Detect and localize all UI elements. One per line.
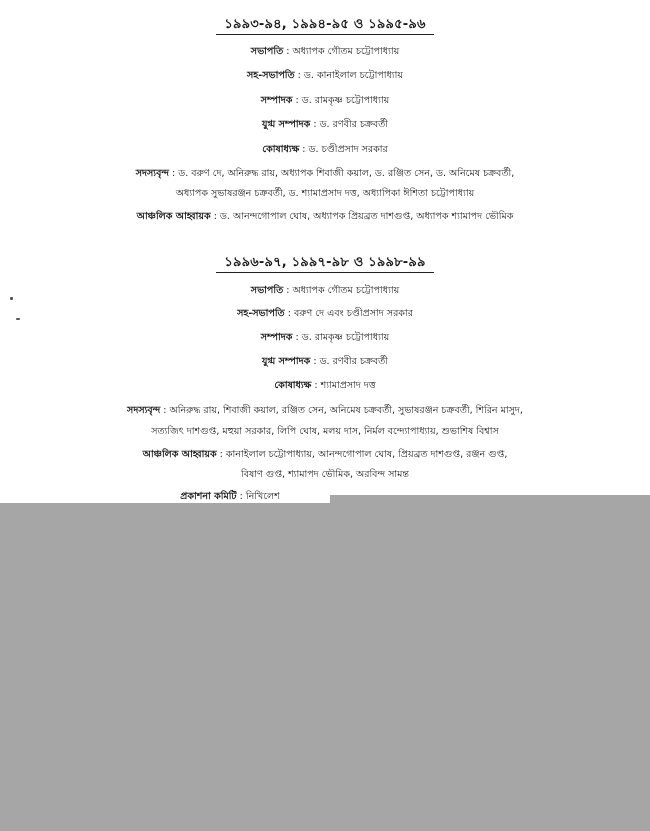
scan-speck: [10, 297, 13, 300]
section2-heading-underline: [216, 272, 434, 273]
member-text: ড. রণবীর চক্রবর্তী: [319, 119, 389, 130]
section1-heading: ১৯৯৩-৯৪, ১৯৯৪-৯৫ ও ১৯৯৫-৯৬: [224, 17, 426, 32]
separator: :: [236, 491, 246, 502]
member-text: সত্যজিৎ দাশগুপ্ত, মহুয়া সরকার, লিপি ঘোষ, মলয় দাস, নির্মল বন্দ্যোপাধ্যায়, শুভাশিষ বিশ্বাস: [151, 426, 499, 437]
role-label: সদস্যবৃন্দ: [135, 168, 169, 179]
separator: :: [168, 168, 179, 179]
separator: :: [284, 308, 294, 319]
separator: :: [310, 119, 320, 130]
role-label: যুগ্ম সম্পাদক: [261, 356, 311, 367]
role-label: সম্পাদক: [260, 95, 293, 106]
committee-line: [40, 448, 610, 462]
separator: :: [216, 449, 226, 460]
role-label: সভাপতি: [250, 46, 284, 57]
member-text: অনিরুদ্ধ রায়, শিবাজী কয়াল, রঞ্জিত সেন, অনিমেষ চক্রবর্তী, সুভাষরঞ্জন চক্রবর্তী, শিরিন মাসুদ,: [169, 405, 523, 416]
committee-line: [40, 468, 610, 482]
committee-line: [40, 187, 610, 201]
gray-overlay: [0, 503, 650, 831]
role-label: সম্পাদক: [260, 332, 293, 343]
separator: :: [283, 285, 293, 296]
member-text: ড. রামকৃষ্ণ চট্টোপাধ্যায়: [301, 95, 390, 106]
role-label: আঞ্চলিক আহ্বায়ক: [142, 449, 217, 460]
committee-line: [40, 143, 610, 157]
committee-line: [40, 210, 610, 224]
committee-line: [40, 425, 610, 439]
scan-speck: [16, 318, 20, 320]
separator: :: [310, 356, 320, 367]
member-text: নিখিলেশ: [245, 491, 280, 502]
committee-line: [40, 45, 610, 59]
separator: :: [210, 211, 220, 222]
committee-line: [40, 355, 610, 369]
role-label: সহ-সভাপতি: [247, 70, 295, 81]
member-text: ড. আনন্দগোপাল ঘোষ, অধ্যাপক প্রিয়ব্রত দাশগুপ্ত, অধ্যাপক শ্যামাপদ ভৌমিক: [219, 211, 514, 222]
committee-line: [40, 69, 610, 83]
member-text: ড. রামকৃষ্ণ চট্টোপাধ্যায়: [301, 332, 390, 343]
committee-line: [40, 94, 610, 108]
member-text: অধ্যাপক গৌতম চট্টোপাধ্যায়: [292, 46, 400, 57]
separator: :: [292, 95, 302, 106]
committee-line: [40, 284, 610, 298]
separator: :: [299, 144, 309, 155]
separator: :: [292, 332, 302, 343]
separator: :: [160, 405, 170, 416]
section1-heading-underline: [216, 34, 434, 35]
member-text: অধ্যাপক সুভাষরঞ্জন চক্রবর্তী, ড. শ্যামাপ্রসাদ দত্ত, অধ্যাপিকা ঈশিতা চট্টোপাধ্যায়: [175, 188, 475, 199]
committee-line: [40, 379, 610, 393]
member-text: অধ্যাপক গৌতম চট্টোপাধ্যায়: [292, 285, 400, 296]
committee-line: [40, 404, 610, 418]
role-label: আঞ্চলিক আহ্বায়ক: [136, 211, 211, 222]
role-label: প্রকাশনা কমিটি: [180, 491, 237, 502]
member-text: ড. রণবীর চক্রবর্তী: [319, 356, 389, 367]
member-text: ড. বরুণ দে, অনিরুদ্ধ রায়, অধ্যাপক শিবাজী কয়াল, ড. রঞ্জিত সেন, ড. অনিমেষ চক্রবর্তী,: [178, 168, 515, 179]
role-label: সভাপতি: [250, 285, 284, 296]
role-label: কোষাধ্যক্ষ: [274, 380, 312, 391]
role-label: সদস্যবৃন্দ: [127, 405, 161, 416]
separator: :: [311, 380, 321, 391]
member-text: শ্যামাপ্রসাদ দত্ত: [320, 380, 376, 391]
section2-heading: ১৯৯৬-৯৭, ১৯৯৭-৯৮ ও ১৯৯৮-৯৯: [224, 255, 426, 270]
member-text: বিষাণ গুপ্ত, শ্যামাপদ ভৌমিক, অরবিন্দ সামন্ত: [241, 469, 409, 480]
committee-line: [40, 167, 610, 181]
member-text: ড. চণ্ডীপ্রসাদ সরকার: [308, 144, 388, 155]
committee-line: [40, 331, 610, 345]
separator: :: [283, 46, 293, 57]
member-text: কানাইলাল চট্টোপাধ্যায়, আনন্দগোপাল ঘোষ, প্রিয়ব্রত দাশগুপ্ত, রঞ্জন গুপ্ত,: [225, 449, 508, 460]
committee-line: [40, 307, 610, 321]
role-label: কোষাধ্যক্ষ: [262, 144, 300, 155]
member-text: বরুণ দে এবং চণ্ডীপ্রসাদ সরকার: [293, 308, 413, 319]
committee-line: [40, 118, 610, 132]
role-label: যুগ্ম সম্পাদক: [261, 119, 311, 130]
separator: :: [294, 70, 304, 81]
role-label: সহ-সভাপতি: [237, 308, 285, 319]
member-text: ড. কানাইলাল চট্টোপাধ্যায়: [303, 70, 403, 81]
